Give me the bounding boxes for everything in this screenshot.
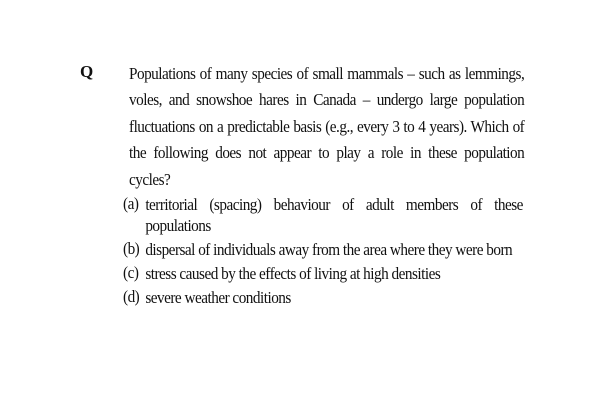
question-label: Q [80, 62, 94, 81]
option-d [123, 287, 523, 308]
option-b [123, 239, 523, 260]
option-c-text: stress caused by the effects of living at high densities [145, 264, 441, 283]
option-b-letter: (b) [123, 239, 140, 258]
options-list [123, 194, 523, 308]
option-b-text: dispersal of individuals away from the area where they were born [145, 240, 513, 259]
option-d-letter: (d) [123, 287, 140, 306]
option-c-letter: (c) [123, 263, 139, 282]
question-stem: Populations of many species of small mammals – such as lemmings, voles, and snowshoe hares in Canada – undergo large population fluctuations on a predictable basis (e.g., every 3 to 4 years). Which of the following does not appear to play a role in these population cycles? [129, 64, 525, 189]
option-a-letter: (a) [123, 194, 139, 213]
option-a-text: territorial (spacing) behaviour of adult members of these populations [145, 195, 523, 235]
option-a [123, 194, 523, 236]
option-c [123, 263, 523, 284]
option-d-text: severe weather conditions [145, 288, 291, 307]
